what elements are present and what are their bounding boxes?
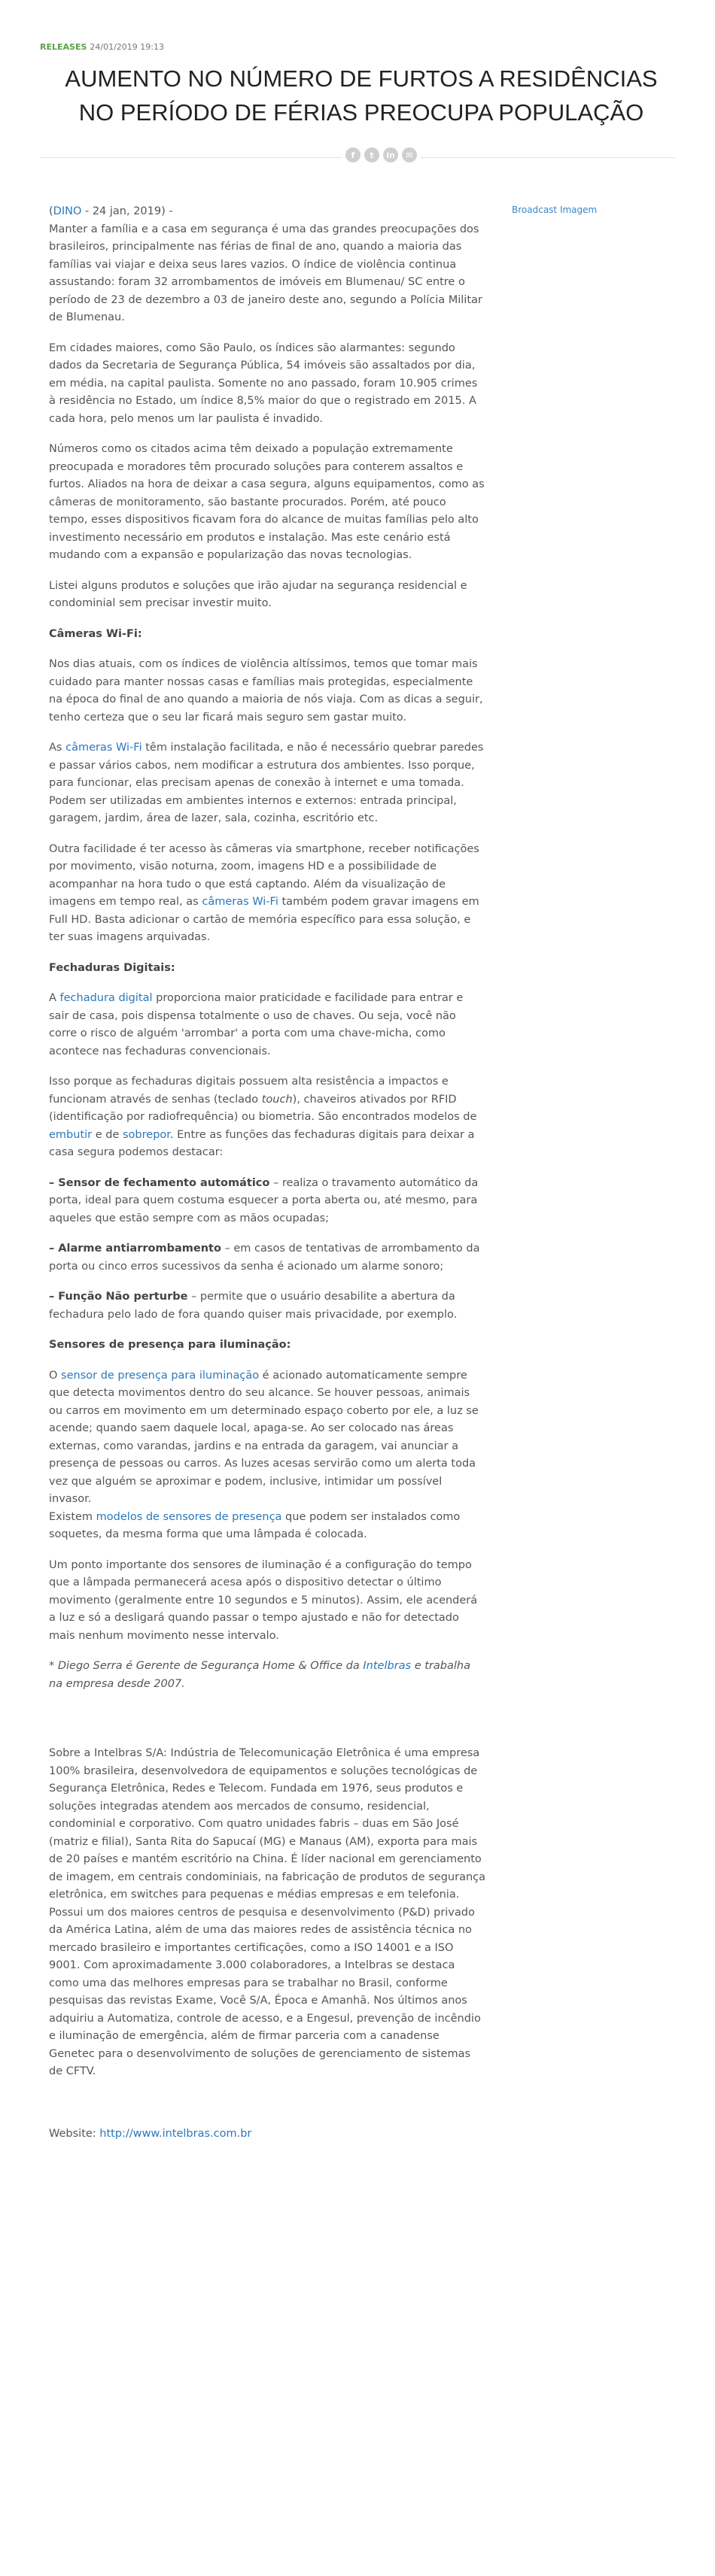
article-body — [49, 203, 485, 2156]
paragraph: O sensor de presença para iluminação é acionado automaticamente sempre que detecta movimentos dentro do seu alcance. Se houver pessoas, animais ou carros em movimento em um determinado espaço coberto por ele, a luz se acende; quando saem daquele local, apaga-se. Ao ser colocado nas áreas externas, como varandas, jardins e na entrada da garagem, vai anunciar a presença de pessoas ou carros. As luzes acesas servirão como um alerta toda vez que alguém se aproximar e podem, inclusive, intimidar um possível invasor. — [49, 1369, 479, 1505]
feature-item: – Alarme antiarrombamento – em casos de tentativas de arrombamento da porta ou cinco erros sucessivos da senha é acionado um alarme sonoro; — [49, 1242, 480, 1273]
linkedin-icon[interactable]: in — [383, 147, 398, 162]
paragraph-text: Manter a família e a casa em segurança é uma das grandes preocupações dos brasileiros, principalmente nas férias de final de ano, quando a maioria das famílias vai viajar e deixa seus lares vazios. O índice de violência continua assustando: foram 32 arrombamentos de imóveis em Blumenau/ SC entre o período de 23 de dezembro a 03 de janeiro deste ano, segundo a Polícia Militar de Blumenau. — [49, 223, 482, 323]
paragraph-intro: (DINO - 24 jan, 2019) - Manter a família e a casa em segurança é uma das grandes preocupações dos brasileiros, principalmente nas férias de final de ano, quando a maioria das famílias vai viajar e deixa seus lares vazios. O índice de violência continua assustando: foram 32 arrombamentos de imóveis em Blumenau/ SC entre o período de 23 de dezembro a 03 de janeiro deste ano, segundo a Polícia Militar de Blumenau. — [49, 205, 482, 323]
paragraph: Existem modelos de sensores de presença que podem ser instalados como soquetes, da mesma forma que uma lâmpada é colocada. — [49, 1510, 461, 1540]
fechadura-digital-link[interactable]: fechadura digital — [59, 992, 153, 1004]
publish-date: 24/01/2019 19:13 — [90, 42, 164, 52]
facebook-icon[interactable]: f — [345, 147, 361, 162]
image-credit-link[interactable]: Broadcast Imagem — [512, 205, 598, 215]
page-title: AUMENTO NO NÚMERO DE FURTOS A RESIDÊNCIAS NO PERÍODO DE FÉRIAS PREOCUPA POPULAÇÃO — [65, 65, 658, 126]
paragraph: Outra facilidade é ter acesso às câmeras via smartphone, receber notificações por movimento, visão noturna, zoom, imagens HD e a possibilidade de acompanhar na hora tudo o que está captando. Além da visualização de imagens em tempo real, as câmeras Wi-Fi também podem gravar imagens em Full HD. Basta adicionar o cartão de memória específico para essa solução, e ter suas imagens arquivadas. — [49, 842, 479, 943]
author-note: * Diego Serra é Gerente de Segurança Home & Office da Intelbras e trabalha na empresa desde 2007. — [49, 1660, 470, 1690]
release-meta — [40, 42, 164, 52]
website-line: Website: http://www.intelbras.com.br — [49, 2127, 252, 2140]
paragraph: Números como os citados acima têm deixado a população extremamente preocupada e moradores têm procurado soluções para conterem assaltos e furtos. Aliados na hora de deixar a casa segura, alguns equipamentos, como as câmeras de monitoramento, são bastante procurados. Porém, até pouco tempo, esses dispositivos ficavam fora do alcance de muitas famílias pelo alto investimento necessário em produtos e instalação. Mas este cenário está mudando com a expansão e popularização das novas tecnologias. — [49, 443, 485, 561]
section-heading-cameras: Câmeras Wi-Fi: — [49, 627, 142, 640]
feature-item: – Função Não perturbe – permite que o usuário desabilite a abertura da fechadura pelo lado de fora quando quiser mais privacidade, por exemplo. — [49, 1291, 458, 1321]
paragraph: A fechadura digital proporciona maior praticidade e facilidade para entrar e sair de casa, pois dispensa totalmente o uso de chaves. Ou seja, você não corre o risco de alguém 'arrombar' a porta com uma chave-micha, como acontece nas fechaduras convencionais. — [49, 992, 464, 1057]
sobrepor-link[interactable]: sobrepor — [123, 1128, 170, 1141]
cameras-wifi-link[interactable]: câmeras Wi-Fi — [202, 896, 278, 908]
paragraph: Isso porque as fechaduras digitais possuem alta resistência a impactos e funcionam através de senhas (teclado touch), chaveiros ativados por RFID (identificação por radiofrequência) ou biometria. São encontrados modelos de embutir e de sobrepor. Entre as funções das fechaduras digitais para deixar a casa segura podemos destacar: — [49, 1076, 477, 1158]
category-tag[interactable]: RELEASES — [40, 42, 87, 52]
about-company: Sobre a Intelbras S/A: Indústria de Telecomunicação Eletrônica é uma empresa 100% brasileira, desenvolvedora de equipamentos e soluções tecnológicas de Segurança Eletrônica, Redes e Telecom. Fundada em 1976, seus produtos e soluções integradas atendem aos mercados de consumo, residencial, condominial e corporativo. Com quatro unidades fabris – duas em São José (matriz e filial), Santa Rita do Sapucaí (MG) e Manaus (AM), exporta para mais de 20 países e mantém escritório na China. É líder nacional em gerenciamento de imagem, em centrais condominiais, na fabricação de produtos de segurança eletrônica, em switches para pequenas e médias empresas e em telefonia. Possui um dos maiores centros de pesquisa e desenvolvimento (P&D) privado da América Latina, além de uma das maiores redes de assistência técnica no mercado brasileiro e importantes certificações, como a ISO 14001 e a ISO 9001. Com aproximadamente 3.000 colaboradores, a Intelbras se destaca como uma das melhores empresas para se trabalhar no Brasil, conforme pesquisas das revistas Exame, Você S/A, Época e Amanhã. Nos últimos anos adquiriu a Automatiza, controle de acesso, e a Engesul, prevenção de incêndio e iluminação de emergência, além de firmar parceria com a canadense Genetec para o desenvolvimento de soluções de gerenciamento de sistemas de CFTV. — [49, 1747, 485, 2077]
section-heading-sensores: Sensores de presença para iluminação: — [49, 1339, 291, 1351]
embutir-link[interactable]: embutir — [49, 1128, 93, 1141]
paragraph: Nos dias atuais, com os índices de violência altíssimos, temos que tomar mais cuidado para manter nossas casas e famílias mais protegidas, especialmente na época do final de ano quando a maioria de nós viaja. Com as dicas a seguir, tenho certeza que o seu lar ficará mais seguro sem gastar muito. — [49, 658, 483, 724]
paragraph: Um ponto importante dos sensores de iluminação é a configuração do tempo que a lâmpada permanecerá acesa após o dispositivo detectar o último movimento (geralmente entre 10 segundos e 5 minutos). Assim, ele acenderá a luz e só a desligará quando passar o tempo ajustado e não for detectado mais nenhum movimento nesse intervalo. — [49, 1558, 478, 1642]
paragraph: Listei alguns produtos e soluções que irão ajudar na segurança residencial e condominial sem precisar investir muito. — [49, 579, 467, 609]
twitter-icon[interactable]: t — [364, 147, 379, 162]
share-bar — [0, 147, 715, 167]
intelbras-link[interactable]: Intelbras — [363, 1660, 412, 1672]
website-link[interactable]: http://www.intelbras.com.br — [99, 2127, 252, 2140]
email-icon[interactable]: ✉ — [402, 147, 417, 162]
section-heading-fechaduras: Fechaduras Digitais: — [49, 961, 175, 974]
modelos-sensores-link[interactable]: modelos de sensores de presença — [96, 1510, 282, 1523]
sensor-presenca-link[interactable]: sensor de presença para iluminação — [61, 1369, 260, 1382]
paragraph: As câmeras Wi-Fi têm instalação facilitada, e não é necessário quebrar paredes e passar vários cabos, nem modificar a estrutura dos ambientes. Isso porque, para funcionar, elas precisam apenas de conexão à internet e uma tomada. Podem ser utilizadas em ambientes internos e externos: entrada principal, garagem, jardim, área de lazer, sala, cozinha, escritório etc. — [49, 742, 484, 824]
feature-item: – Sensor de fechamento automático – realiza o travamento automático da porta, ideal para quem costuma esquecer a porta aberta ou, até mesmo, para aqueles que estão sempre com as mãos ocupadas; — [49, 1176, 479, 1224]
share-icons — [342, 147, 420, 162]
dino-link[interactable]: DINO — [53, 205, 82, 217]
paragraph: Em cidades maiores, como São Paulo, os índices são alarmantes: segundo dados da Secretaria de Segurança Pública, 54 imóveis são assaltados por dia, em média, na capital paulista. Somente no ano passado, foram 10.905 crimes à residência no Estado, um índice 8,5% maior do que o registrado em 2015. A cada hora, pelo menos um lar paulista é invadido. — [49, 341, 478, 425]
cameras-wifi-link[interactable]: câmeras Wi-Fi — [65, 742, 142, 754]
dateline: - 24 jan, 2019) - — [81, 205, 173, 217]
